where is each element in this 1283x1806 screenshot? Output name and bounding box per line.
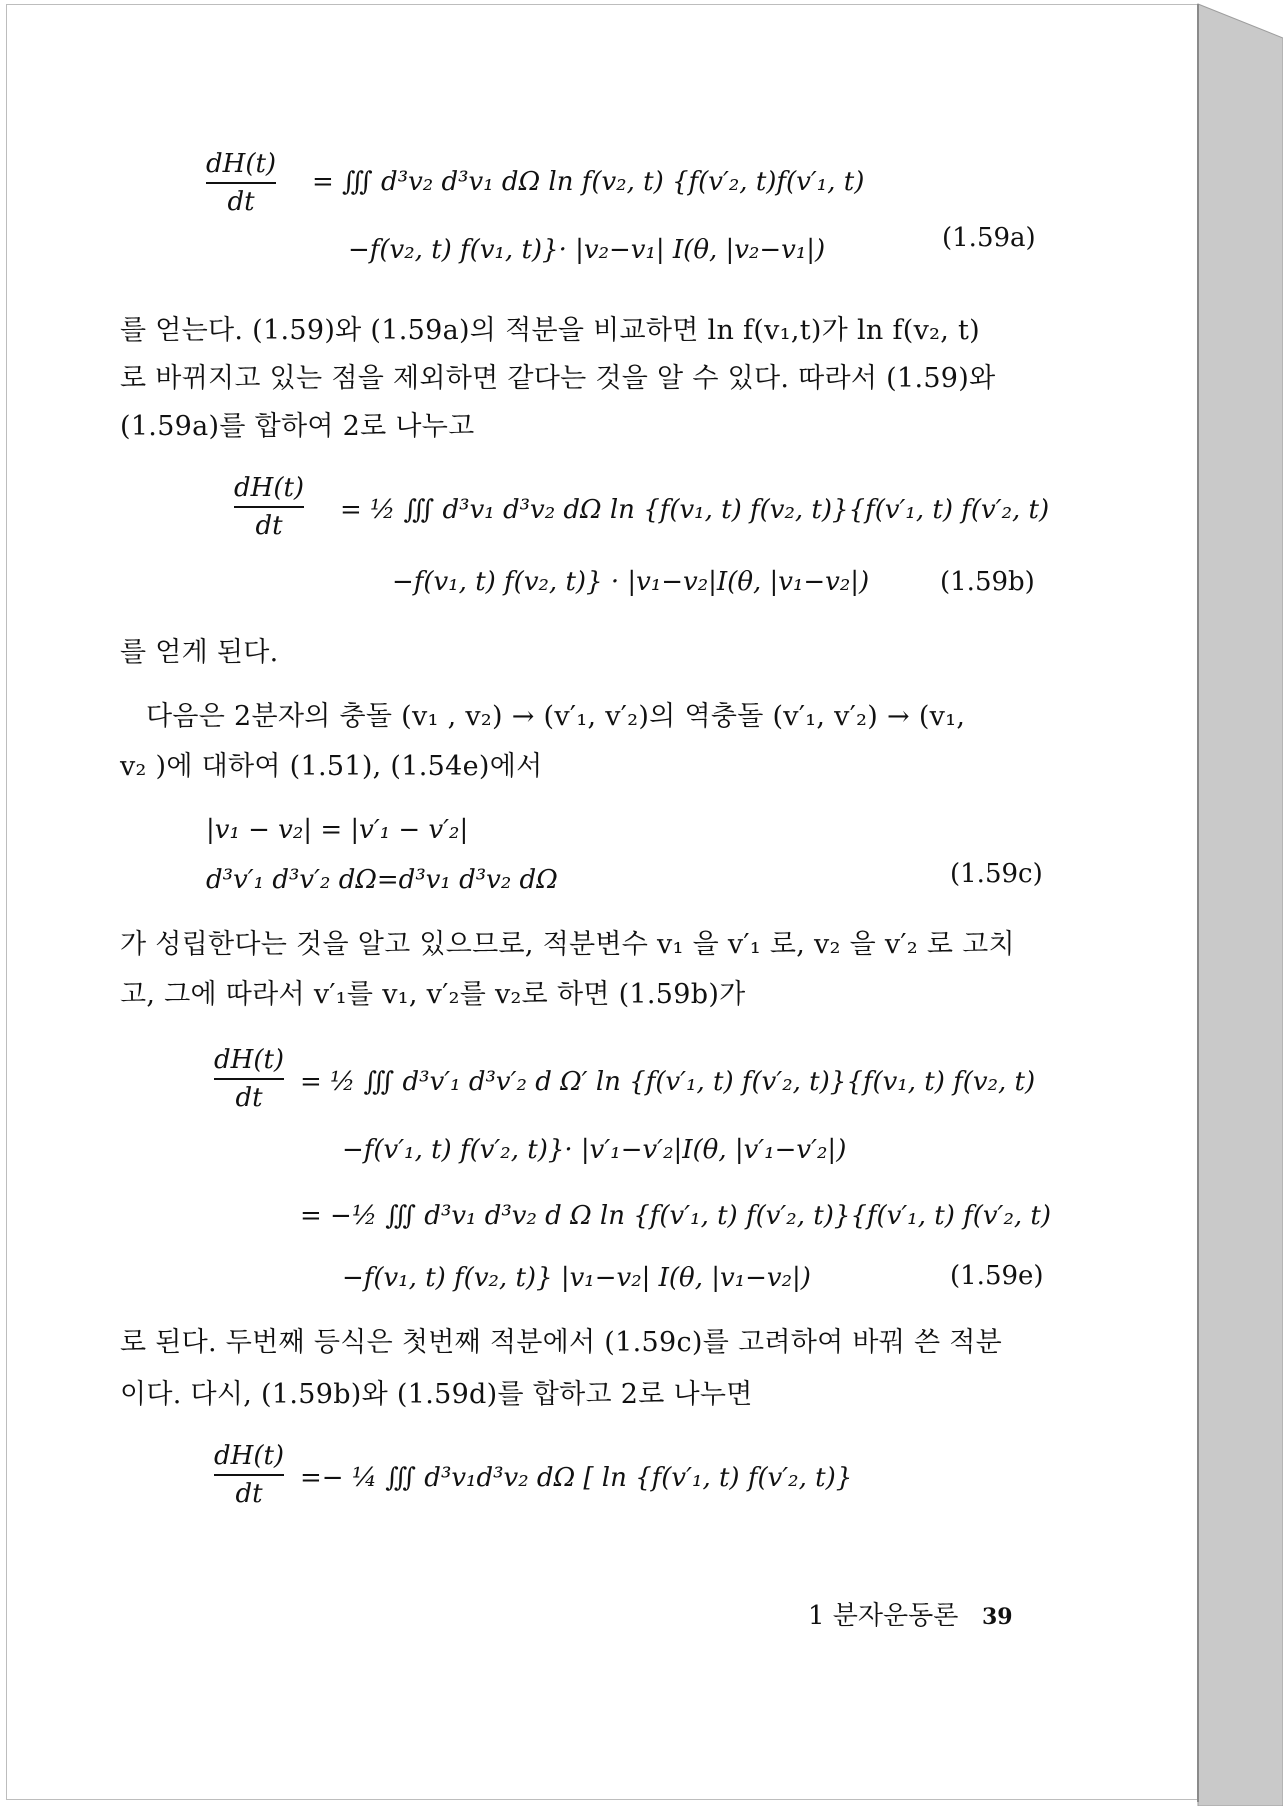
paragraph-1-line-1: 를 얻는다. (1.59)와 (1.59a)의 적분을 비교하면 ln f(v₁,t)가 ln f(v₂, t) — [120, 315, 981, 346]
footer-page-number: 39 — [982, 1604, 1013, 1630]
equation-159e-line-1: = ½ ∭ d³v′₁ d³v′₂ d Ω′ ln {f(v′₁, t) f(v′₂, t)}{f(v₁, t) f(v₂, t) — [300, 1067, 1036, 1097]
paragraph-5-line-2: 이다. 다시, (1.59b)와 (1.59d)를 합하고 2로 나누면 — [120, 1379, 753, 1410]
equation-159c-line-1: |v₁ − v₂| = |v′₁ − v′₂| — [206, 815, 469, 845]
fraction-denominator: dt — [227, 187, 255, 217]
equation-159e-line-3: = −½ ∭ d³v₁ d³v₂ d Ω ln {f(v′₁, t) f(v′₂, t)}{f(v′₁, t) f(v′₂, t) — [300, 1201, 1052, 1231]
equation-number-159a: (1.59a) — [942, 223, 1036, 253]
equation-number-159b: (1.59b) — [940, 567, 1035, 597]
paragraph-1-line-3: (1.59a)를 합하여 2로 나누고 — [120, 411, 475, 442]
equation-159b-line-1: = ½ ∭ d³v₁ d³v₂ dΩ ln {f(v₁, t) f(v₂, t)}{f(v′₁, t) f(v′₂, t) — [340, 495, 1050, 525]
equation-159e-line-4: −f(v₁, t) f(v₂, t)} |v₁−v₂| I(θ, |v₁−v₂|) — [342, 1263, 811, 1293]
paragraph-1-line-2: 로 바뀌지고 있는 점을 제외하면 같다는 것을 알 수 있다. 따라서 (1.59)와 — [120, 363, 996, 394]
footer-section-title: 1 분자운동론 — [808, 1601, 959, 1631]
fraction-denominator: dt — [235, 1479, 263, 1509]
equation-number-159c: (1.59c) — [950, 859, 1043, 889]
fraction-numerator: dH(t) — [214, 1045, 285, 1075]
equation-159c-line-2: d³v′₁ d³v′₂ dΩ=d³v₁ d³v₂ dΩ — [206, 865, 558, 895]
equation-159b-line-2: −f(v₁, t) f(v₂, t)} · |v₁−v₂|I(θ, |v₁−v₂|) — [392, 567, 870, 597]
fraction-denominator: dt — [255, 511, 283, 541]
fraction-bar — [206, 182, 276, 184]
equation-159a-line-2: −f(v₂, t) f(v₁, t)}· |v₂−v₁| I(θ, |v₂−v₁|) — [348, 235, 826, 265]
fraction-numerator: dH(t) — [234, 473, 305, 503]
derivative-fraction — [206, 148, 276, 218]
paragraph-5-line-1: 로 된다. 두번째 등식은 첫번째 적분에서 (1.59c)를 고려하여 바꿔 쓴 적분 — [120, 1327, 1003, 1358]
derivative-fraction — [214, 1044, 284, 1114]
paragraph-3-line-1: 다음은 2분자의 충돌 (v₁ , v₂) → (v′₁, v′₂)의 역충돌 (v′₁, v′₂) → (v₁, — [146, 701, 966, 732]
equation-159e-line-2: −f(v′₁, t) f(v′₂, t)}· |v′₁−v′₂|I(θ, |v′₁−v′₂|) — [342, 1135, 847, 1165]
fraction-numerator: dH(t) — [214, 1441, 285, 1471]
equation-final-line: =− ¼ ∭ d³v₁d³v₂ dΩ [ ln {f(v′₁, t) f(v′₂, t)} — [300, 1463, 853, 1493]
fraction-bar — [214, 1474, 284, 1476]
paragraph-4-line-1: 가 성립한다는 것을 알고 있으므로, 적분변수 v₁ 을 v′₁ 로, v₂ 을 v′₂ 로 고치 — [120, 929, 1015, 960]
equation-159a-line-1: = ∭ d³v₂ d³v₁ dΩ ln f(v₂, t) {f(v′₂, t)f(v′₁, t) — [312, 167, 865, 197]
derivative-fraction — [234, 472, 304, 542]
equation-number-159e: (1.59e) — [950, 1261, 1044, 1291]
derivative-fraction — [214, 1440, 284, 1510]
paragraph-2: 를 얻게 된다. — [120, 637, 279, 668]
fraction-bar — [234, 506, 304, 508]
paragraph-4-line-2: 고, 그에 따라서 v′₁를 v₁, v′₂를 v₂로 하면 (1.59b)가 — [120, 979, 746, 1010]
fraction-denominator: dt — [235, 1083, 263, 1113]
fraction-bar — [214, 1078, 284, 1080]
paragraph-3-line-2: v₂ )에 대하여 (1.51), (1.54e)에서 — [120, 751, 543, 782]
fraction-numerator: dH(t) — [206, 149, 277, 179]
